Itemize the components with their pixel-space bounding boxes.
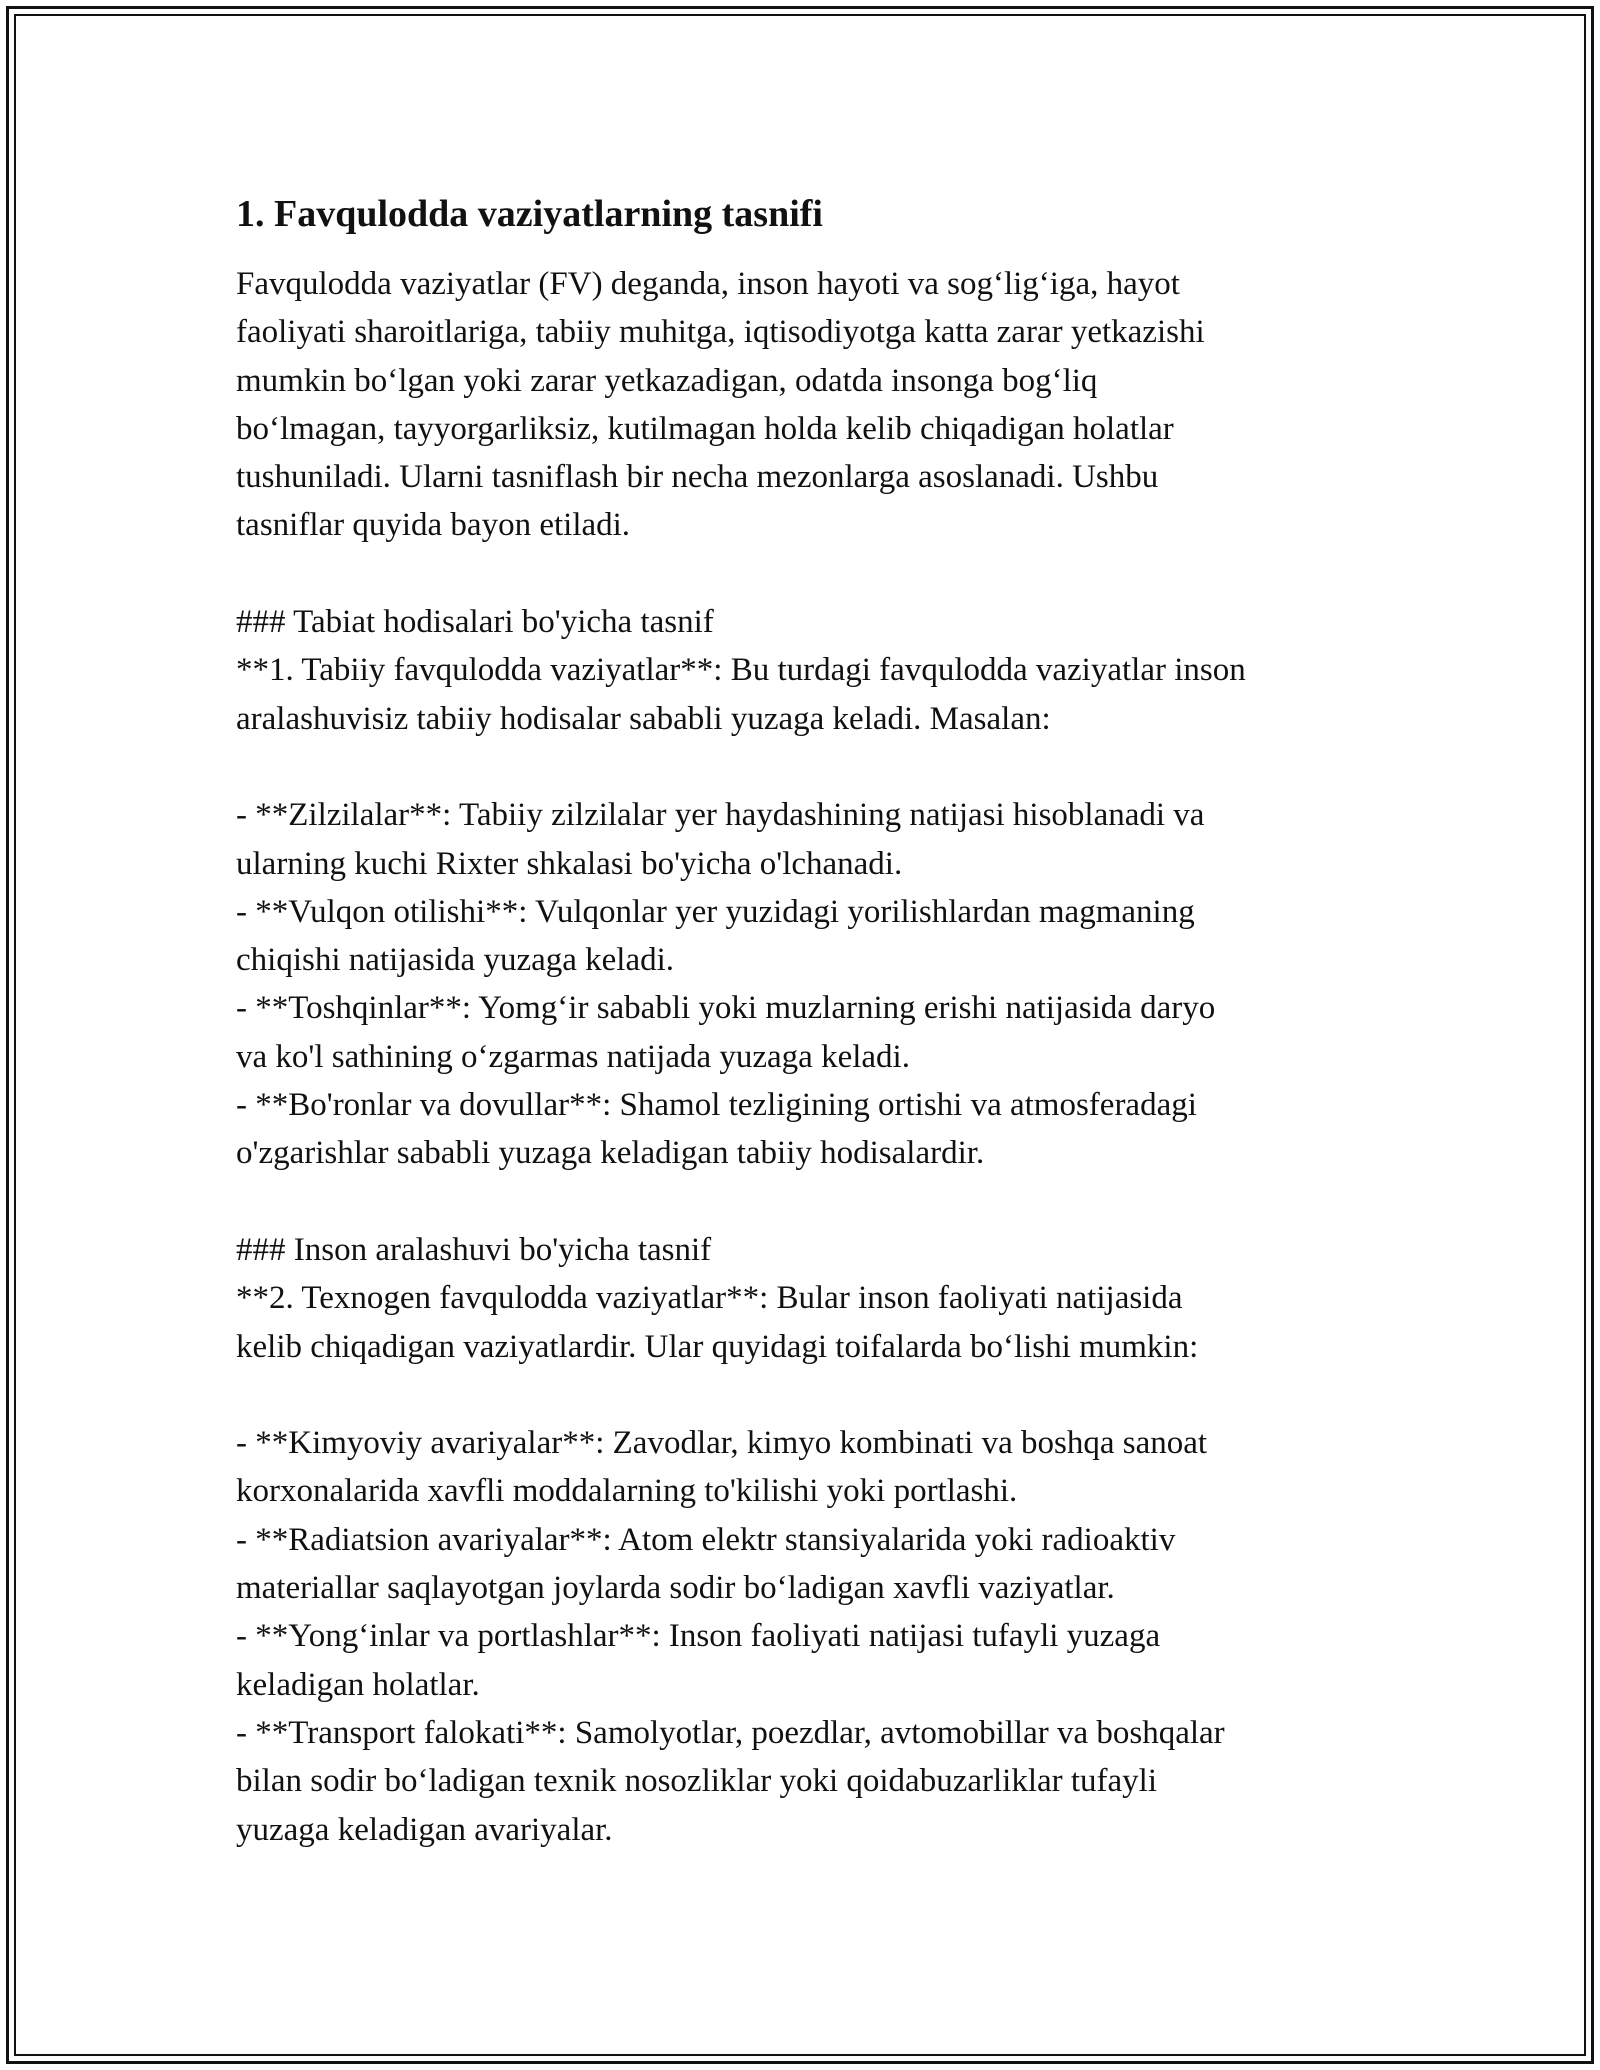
list-item-line: - **Kimyoviy avariyalar**: Zavodlar, kimyo kombinati va boshqa sanoat: [236, 1425, 1208, 1462]
list-item-line: - **Bo'ronlar va dovullar**: Shamol tezligining ortishi va atmosferadagi: [236, 1087, 1197, 1124]
text-line: kelib chiqadigan vaziyatlardir. Ular quyidagi toifalarda bo‘lishi mumkin:: [236, 1328, 1199, 1365]
list-item-line: o'zgarishlar sababli yuzaga keladigan tabiiy hodisalardir.: [236, 1135, 985, 1172]
list-item-line: materiallar saqlayotgan joylarda sodir bo‘ladigan xavfli vaziyatlar.: [236, 1570, 1115, 1607]
list-item-line: korxonalarida xavfli moddalarning to'kilishi yoki portlashi.: [236, 1473, 1018, 1510]
list-item-line: va ko'l sathining o‘zgarmas natijada yuzaga keladi.: [236, 1038, 910, 1075]
subheading-line: ### Inson aralashuvi bo'yicha tasnif: [236, 1231, 712, 1268]
list-item-line: ularning kuchi Rixter shkalasi bo'yicha o'lchanadi.: [236, 845, 903, 882]
blank-line: [236, 550, 1376, 598]
blank-line: [236, 1371, 1376, 1419]
blank-line: [236, 1178, 1376, 1226]
text-line: bo‘lmagan, tayyorgarliksiz, kutilmagan holda kelib chiqadigan holatlar: [236, 410, 1174, 447]
text-line: aralashuvisiz tabiiy hodisalar sababli yuzaga keladi. Masalan:: [236, 700, 1051, 737]
document-body: [236, 186, 1376, 1854]
list-item-line: - **Yong‘inlar va portlashlar**: Inson faoliyati natijasi tufayli yuzaga: [236, 1618, 1161, 1655]
list-item-line: keladigan holatlar.: [236, 1666, 480, 1703]
text-line: mumkin bo‘lgan yoki zarar yetkazadigan, odatda insonga bog‘liq: [236, 362, 1098, 399]
list-item-line: - **Toshqinlar**: Yomg‘ir sababli yoki muzlarning erishi natijasida daryo: [236, 990, 1216, 1027]
blank-line: [236, 743, 1376, 791]
subheading-line: ### Tabiat hodisalari bo'yicha tasnif: [236, 604, 714, 641]
text-line: faoliyati sharoitlariga, tabiiy muhitga, iqtisodiyotga katta zarar yetkazishi: [236, 314, 1205, 351]
text-line: **2. Texnogen favqulodda vaziyatlar**: Bular inson faoliyati natijasida: [236, 1280, 1183, 1317]
list-item-line: - **Radiatsion avariyalar**: Atom elektr stansiyalarida yoki radioaktiv: [236, 1521, 1176, 1558]
text-line: tushuniladi. Ularni tasniflash bir necha mezonlarga asoslanadi. Ushbu: [236, 459, 1159, 496]
text-line: **1. Tabiiy favqulodda vaziyatlar**: Bu turdagi favqulodda vaziyatlar inson: [236, 652, 1246, 689]
list-item-line: - **Transport falokati**: Samolyotlar, poezdlar, avtomobillar va boshqalar: [236, 1714, 1225, 1751]
text-line: tasniflar quyida bayon etiladi.: [236, 507, 631, 544]
text-line: Favqulodda vaziyatlar (FV) deganda, inson hayoti va sog‘lig‘iga, hayot: [236, 266, 1180, 302]
section-heading: 1. Favqulodda vaziyatlarning tasnifi: [236, 193, 823, 235]
list-item-line: yuzaga keladigan avariyalar.: [236, 1811, 613, 1848]
list-item-line: bilan sodir bo‘ladigan texnik nosozliklar yoki qoidabuzarliklar tufayli: [236, 1763, 1158, 1800]
list-item-line: - **Vulqon otilishi**: Vulqonlar yer yuzidagi yorilishlardan magmaning: [236, 893, 1195, 930]
list-item-line: - **Zilzilalar**: Tabiiy zilzilalar yer haydashining natijasi hisoblanadi va: [236, 797, 1205, 834]
list-item-line: chiqishi natijasida yuzaga keladi.: [236, 942, 675, 979]
